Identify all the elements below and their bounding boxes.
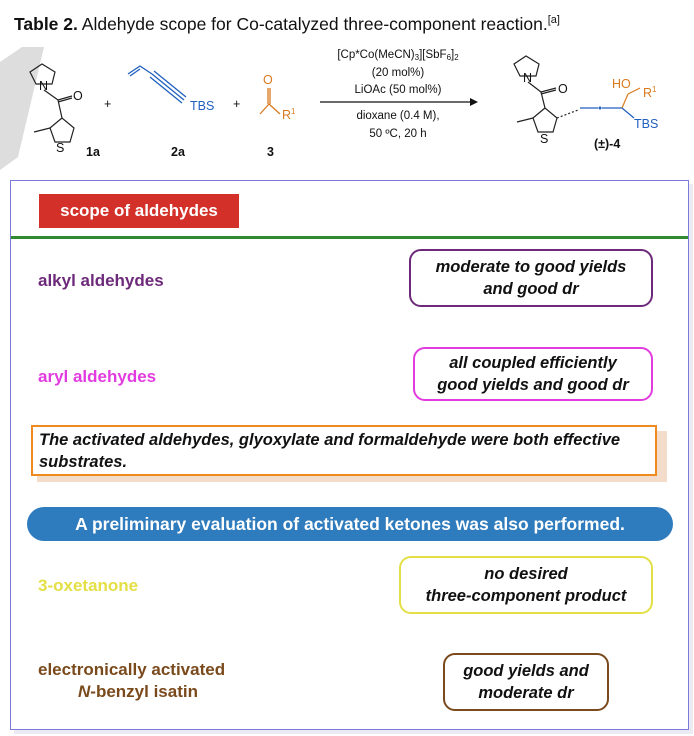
label-r1-3: $R^1$	[282, 107, 296, 123]
plus-1: +	[104, 97, 112, 111]
label-ho-product: HO	[612, 77, 631, 91]
aryl-result-line2: good yields and good dr	[437, 376, 629, 394]
table-label: Table 2.	[14, 14, 78, 34]
alkyl-result-line1: moderate to good yields	[435, 258, 627, 276]
product-label: (±)-4	[594, 137, 621, 151]
label-n-product: N	[523, 71, 533, 85]
alkyl-result-box	[409, 249, 653, 307]
label-tbs-product: TBS	[634, 117, 659, 131]
reagent-3-label: 3	[267, 145, 274, 159]
section-divider	[11, 236, 688, 239]
aryl-result-line1: all coupled efficiently	[449, 354, 617, 372]
label-o-3: O	[263, 73, 273, 87]
isatin-result-line2: moderate dr	[478, 684, 574, 702]
label-tbs-2a: TBS	[190, 99, 215, 113]
label-o-1a: O	[73, 89, 83, 103]
conditions-loading: (20 mol%)	[371, 67, 425, 79]
label-s-1a: S	[56, 141, 65, 155]
reagent-2a-label: 2a	[171, 145, 185, 159]
watermark-band	[0, 47, 44, 170]
label-n-1a: N	[39, 79, 49, 93]
ketones-banner: A preliminary evaluation of activated ketones was also performed.	[27, 507, 673, 541]
reagent-1a-label: 1a	[86, 145, 100, 159]
product-structure	[514, 56, 640, 132]
alkyl-result-line2: and good dr	[483, 280, 579, 298]
label-o-product: O	[558, 82, 568, 96]
oxetanone-result-box	[399, 556, 653, 614]
plus-2: +	[233, 97, 241, 111]
conditions-solvent: dioxane (0.4 M),	[356, 110, 440, 122]
isatin-result-box	[443, 653, 609, 711]
alkyl-aldehydes-label: alkyl aldehydes	[38, 271, 164, 290]
reaction-scheme	[0, 42, 694, 170]
isatin-label-line2: N-benzyl isatin	[78, 682, 198, 701]
oxetanone-result-line2: three-component product	[425, 587, 627, 605]
aryl-result-box	[413, 347, 653, 401]
isatin-result-line1: good yields and	[463, 662, 589, 680]
conditions-temp-time: 50 ºC, 20 h	[369, 128, 427, 140]
isatin-label-line1: electronically activated	[38, 660, 226, 679]
oxetanone-label: 3-oxetanone	[38, 576, 139, 595]
reagent-3-structure	[260, 88, 280, 114]
conditions-catalyst: $[Cp*Co(MeCN)_3][SbF_6]_2$	[337, 49, 459, 62]
table-title-text: Aldehyde scope for Co-catalyzed three-component reaction.	[77, 14, 548, 34]
scope-panel	[10, 180, 689, 730]
conditions-additive: LiOAc (50 mol%)	[354, 84, 442, 96]
oxetanone-result-line1: no desired	[484, 565, 568, 583]
reagent-2a-structure	[128, 66, 186, 103]
scope-tag: scope of aldehydes	[39, 194, 239, 228]
aryl-aldehydes-label: aryl aldehydes	[38, 367, 157, 386]
table-footnote: [a]	[547, 14, 560, 27]
scope-panel-body	[11, 181, 688, 729]
isatin-label	[38, 659, 225, 703]
table-title	[14, 14, 560, 35]
activated-aldehydes-note: The activated aldehydes, glyoxylate and formaldehyde were both effective substrates.	[31, 425, 657, 476]
label-s-product: S	[540, 132, 549, 146]
label-r1-product: $R^1$	[643, 85, 657, 101]
